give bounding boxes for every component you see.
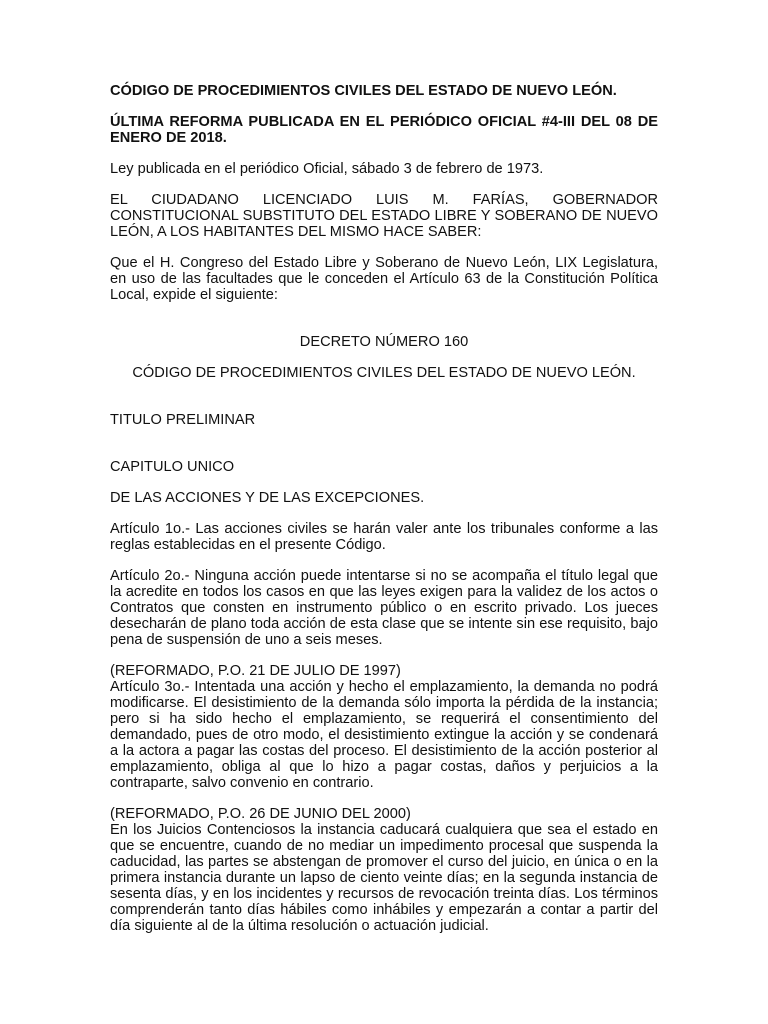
- chapter-heading: CAPITULO UNICO: [110, 459, 235, 475]
- decree-heading: DECRETO NÚMERO 160: [299, 334, 469, 350]
- code-name-heading: CÓDIGO DE PROCEDIMIENTOS CIVILES DEL ESTADO DE NUEVO LEÓN.: [132, 365, 636, 381]
- title-heading: TITULO PRELIMINAR: [110, 412, 256, 428]
- article-3: Artículo 3o.- Intentada una acción y hecho el emplazamiento, la demanda no podrá modificarse. El desistimiento de la demanda sólo importa la pérdida de la instancia; pero si ha sido hecho el emplazamiento, se requerirá el consentimiento del demandado, pues de otro modo, el desistimiento extingue la acción y se condenará a la actora a pagar las costas del proceso. El desistimiento de la acción posterior al emplazamiento, obliga al que lo hizo a pagar costas, daños y perjuicios a la contraparte, salvo convenio en contrario.: [110, 679, 658, 791]
- article-4: En los Juicios Contenciosos la instancia caducará cualquiera que sea el estado en que se encuentre, cuando de no mediar un impedimento procesal que suspenda la caducidad, las partes se abstengan de promover el curso del juicio, en única o en la primera instancia durante un lapso de ciento veinte días; en la segunda instancia de sesenta días, y en los incidentes y recursos de revocación treinta días. Los términos comprenderán tanto días hábiles como inhábiles y empezarán a contar a partir del día siguiente al de la última resolución o actuación judicial.: [110, 822, 658, 934]
- reform-label-1997: (REFORMADO, P.O. 21 DE JULIO DE 1997): [110, 663, 401, 679]
- reform-label-2000: (REFORMADO, P.O. 26 DE JUNIO DEL 2000): [110, 806, 411, 822]
- document-title: CÓDIGO DE PROCEDIMIENTOS CIVILES DEL ESTADO DE NUEVO LEÓN.: [110, 83, 617, 99]
- section-heading: DE LAS ACCIONES Y DE LAS EXCEPCIONES.: [110, 490, 425, 506]
- publication-note: Ley publicada en el periódico Oficial, sábado 3 de febrero de 1973.: [110, 161, 544, 177]
- article-1: Artículo 1o.- Las acciones civiles se harán valer ante los tribunales conforme a las reglas establecidas en el presente Código.: [110, 521, 658, 553]
- congress-paragraph: Que el H. Congreso del Estado Libre y Soberano de Nuevo León, LIX Legislatura, en uso de las facultades que le conceden el Artículo 63 de la Constitución Política Local, expide el siguiente:: [110, 255, 658, 303]
- document-body: [110, 83, 658, 934]
- reform-note: ÚLTIMA REFORMA PUBLICADA EN EL PERIÓDICO OFICIAL #4-III DEL 08 DE ENERO DE 2018.: [110, 114, 658, 146]
- article-2: Artículo 2o.- Ninguna acción puede intentarse si no se acompaña el título legal que la acredite en todos los casos en que las leyes exigen para la validez de los actos o Contratos que consten en instrumento público o en escrito privado. Los jueces desecharán de plano toda acción de esta clase que se intente sin ese requisito, bajo pena de suspensión de uno a seis meses.: [110, 568, 658, 648]
- governor-proclamation: EL CIUDADANO LICENCIADO LUIS M. FARÍAS, GOBERNADOR CONSTITUCIONAL SUBSTITUTO DEL ESTADO LIBRE Y SOBERANO DE NUEVO LEÓN, A LOS HABITANTES DEL MISMO HACE SABER:: [110, 192, 658, 240]
